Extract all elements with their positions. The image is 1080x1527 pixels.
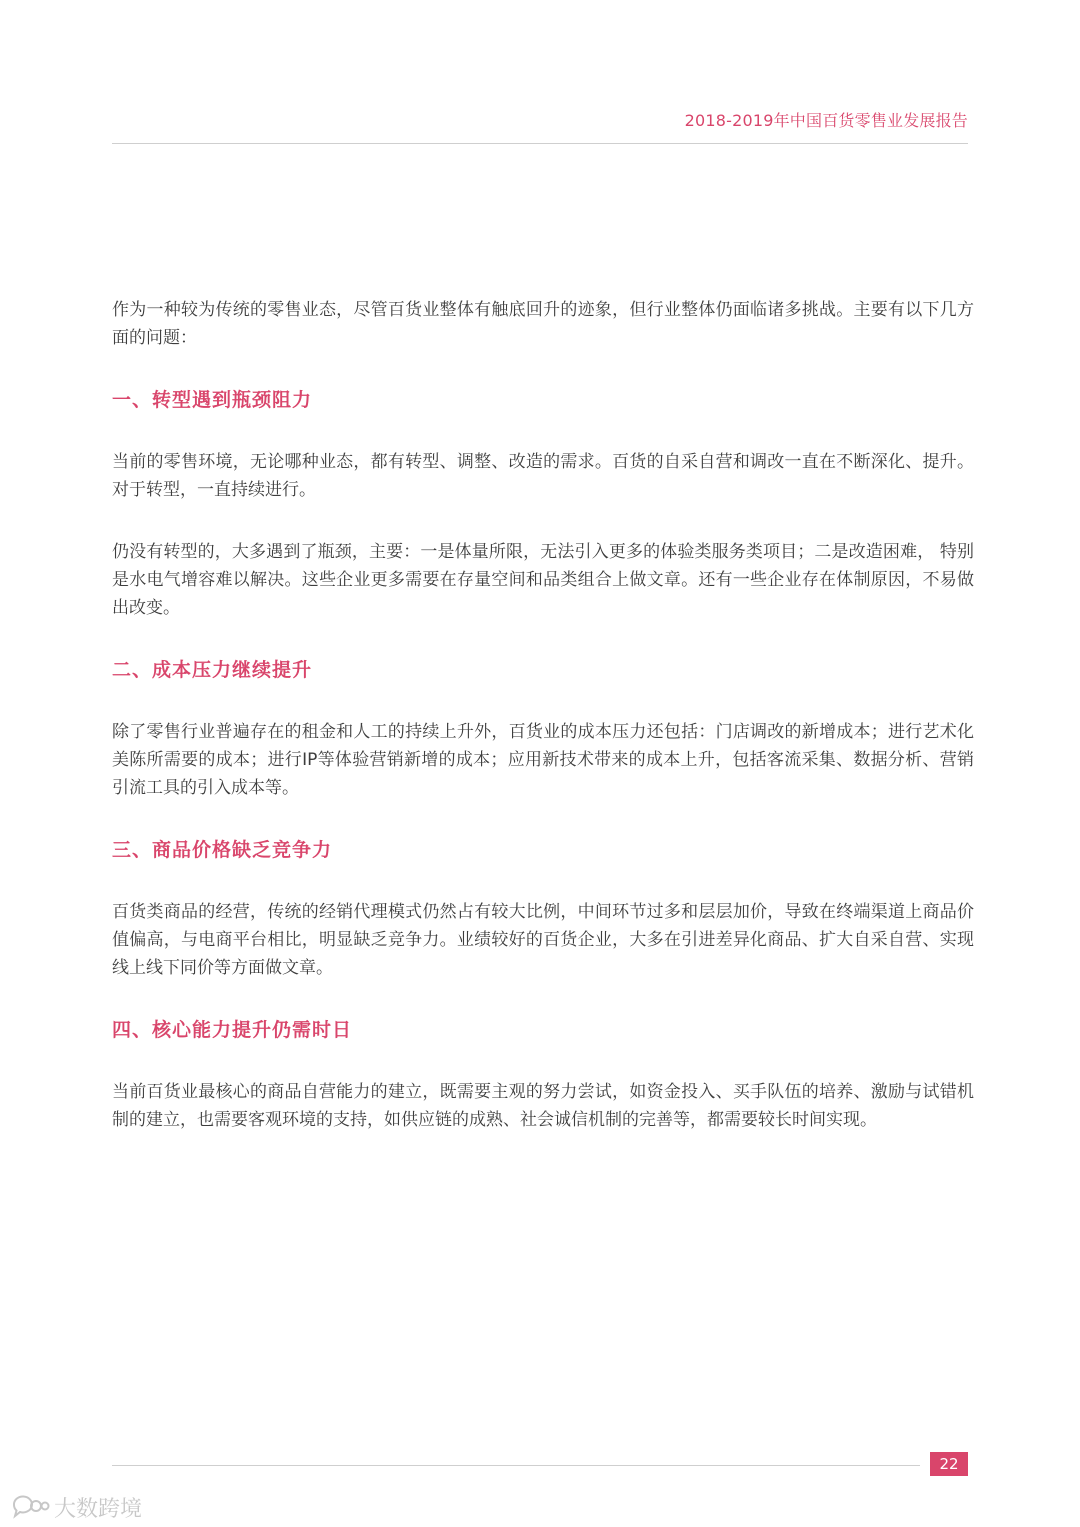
section-heading-2: 二、成本压力继续提升: [112, 659, 313, 681]
page-number: 22: [930, 1452, 968, 1476]
footer-divider: [112, 1465, 920, 1466]
intro-paragraph: 作为一种较为传统的零售业态，尽管百货业整体有触底回升的迹象，但行业整体仍面临诸多挑战。主要有以下几方面的问题：: [112, 300, 974, 348]
main-content: [112, 296, 974, 1134]
watermark-text: 大数跨境: [54, 1496, 143, 1522]
section-3-paragraph-1: 百货类商品的经营，传统的经销代理模式仍然占有较大比例，中间环节过多和层层加价，导致在终端渠道上商品价值偏高，与电商平台相比，明显缺乏竞争力。业绩较好的百货企业，大多在引进差异化商品、扩大自采自营、实现线上线下同价等方面做文章。: [112, 902, 974, 978]
section-heading-4: 四、核心能力提升仍需时日: [112, 1019, 353, 1041]
header-divider: [112, 143, 968, 144]
section-1-paragraph-1: 当前的零售环境，无论哪种业态，都有转型、调整、改造的需求。百货的自采自营和调改一直在不断深化、提升。对于转型，一直持续进行。: [112, 452, 974, 500]
chat-bubble-logo-icon: [10, 1493, 50, 1521]
section-1-paragraph-2: 仍没有转型的，大多遇到了瓶颈，主要：一是体量所限，无法引入更多的体验类服务类项目；二是改造困难， 特别是水电气增容难以解决。这些企业更多需要在存量空间和品类组合上做文章。还有一些企业存在体制原因，不易做出改变。: [112, 542, 974, 618]
section-2-paragraph-1: 除了零售行业普遍存在的租金和人工的持续上升外，百货业的成本压力还包括：门店调改的新增成本；进行艺术化美陈所需要的成本；进行IP等体验营销新增的成本；应用新技术带来的成本上升，包括客流采集、数据分析、营销引流工具的引入成本等。: [112, 722, 974, 798]
section-4-paragraph-1: 当前百货业最核心的商品自营能力的建立，既需要主观的努力尝试，如资金投入、买手队伍的培养、激励与试错机制的建立，也需要客观环境的支持，如供应链的成熟、社会诚信机制的完善等，都需要较长时间实现。: [112, 1082, 974, 1130]
section-heading-3: 三、商品价格缺乏竞争力: [112, 839, 333, 861]
watermark: [10, 1493, 142, 1521]
section-heading-1: 一、转型遇到瓶颈阻力: [112, 389, 313, 411]
running-header: 2018-2019年中国百货零售业发展报告: [684, 111, 968, 130]
